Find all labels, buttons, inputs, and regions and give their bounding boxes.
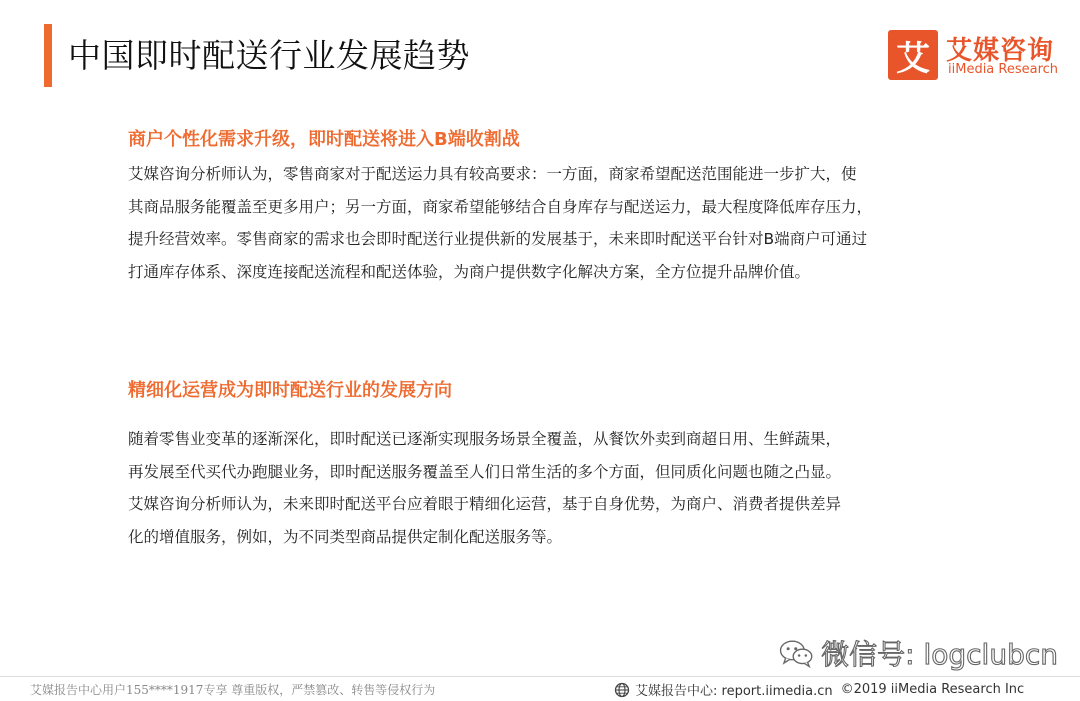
section-body-b-end [128,158,872,288]
page-title: 中国即时配送行业发展趋势 [68,36,470,75]
paragraph-line: 化的增值服务，例如，为不同类型商品提供定制化配送服务等。 [128,527,563,546]
section-heading-b-end: 商户个性化需求升级，即时配送将进入B端收割战 [128,129,520,150]
watermark-text: 微信号: logclubcn [821,638,1058,671]
logo-name-en: iiMedia Research [948,62,1059,77]
paragraph-line: 艾媒咨询分析师认为，零售商家对于配送运力具有较高要求：一方面，商家希望配送范围能进一步扩大，使 [128,165,857,183]
wechat-watermark [778,630,1058,676]
logo-name-cn: 艾媒咨询 [946,36,1055,66]
globe-icon [614,682,630,698]
paragraph-line: 提升经营效率。零售商家的需求也会即时配送行业提供新的发展基于，未来即时配送平台针对B端商户可通过 [128,230,868,248]
footer-source [614,680,1024,699]
section-heading-refined-ops: 精细化运营成为即时配送行业的发展方向 [128,380,452,401]
wechat-icon [778,634,815,672]
footer-report-link[interactable]: 艾媒报告中心: report.iimedia.cn [635,684,833,699]
footer-copyright-notice: 艾媒报告中心用户155****1917专享 尊重版权，严禁篡改、转售等侵权行为 [30,683,436,697]
title-accent-bar [44,24,52,87]
paragraph-line: 再发展至代买代办跑腿业务，即时配送服务覆盖至人们日常生活的多个方面，但同质化问题也随之凸显。 [128,462,842,481]
paragraph-line: 打通库存体系、深度连接配送流程和配送体验，为商户提供数字化解决方案，全方位提升品牌价值。 [128,262,811,281]
paragraph-line: 其商品服务能覆盖至更多用户；另一方面，商家希望能够结合自身库存与配送运力，最大程度降低库存压力， [128,197,873,216]
section-body-refined-ops [128,423,841,553]
footer-copyright: ©2019 iiMedia Research Inc [840,682,1025,697]
paragraph-line: 随着零售业变革的逐渐深化，即时配送已逐渐实现服务场景全覆盖，从餐饮外卖到商超日用、生鲜蔬果， [128,430,842,448]
paragraph-line: 艾媒咨询分析师认为，未来即时配送平台应着眼于精细化运营，基于自身优势，为商户、消费者提供差异 [128,495,842,513]
footer-divider [0,676,1080,677]
iimedia-logo [888,30,1068,82]
logo-mark: 艾 [888,30,938,80]
